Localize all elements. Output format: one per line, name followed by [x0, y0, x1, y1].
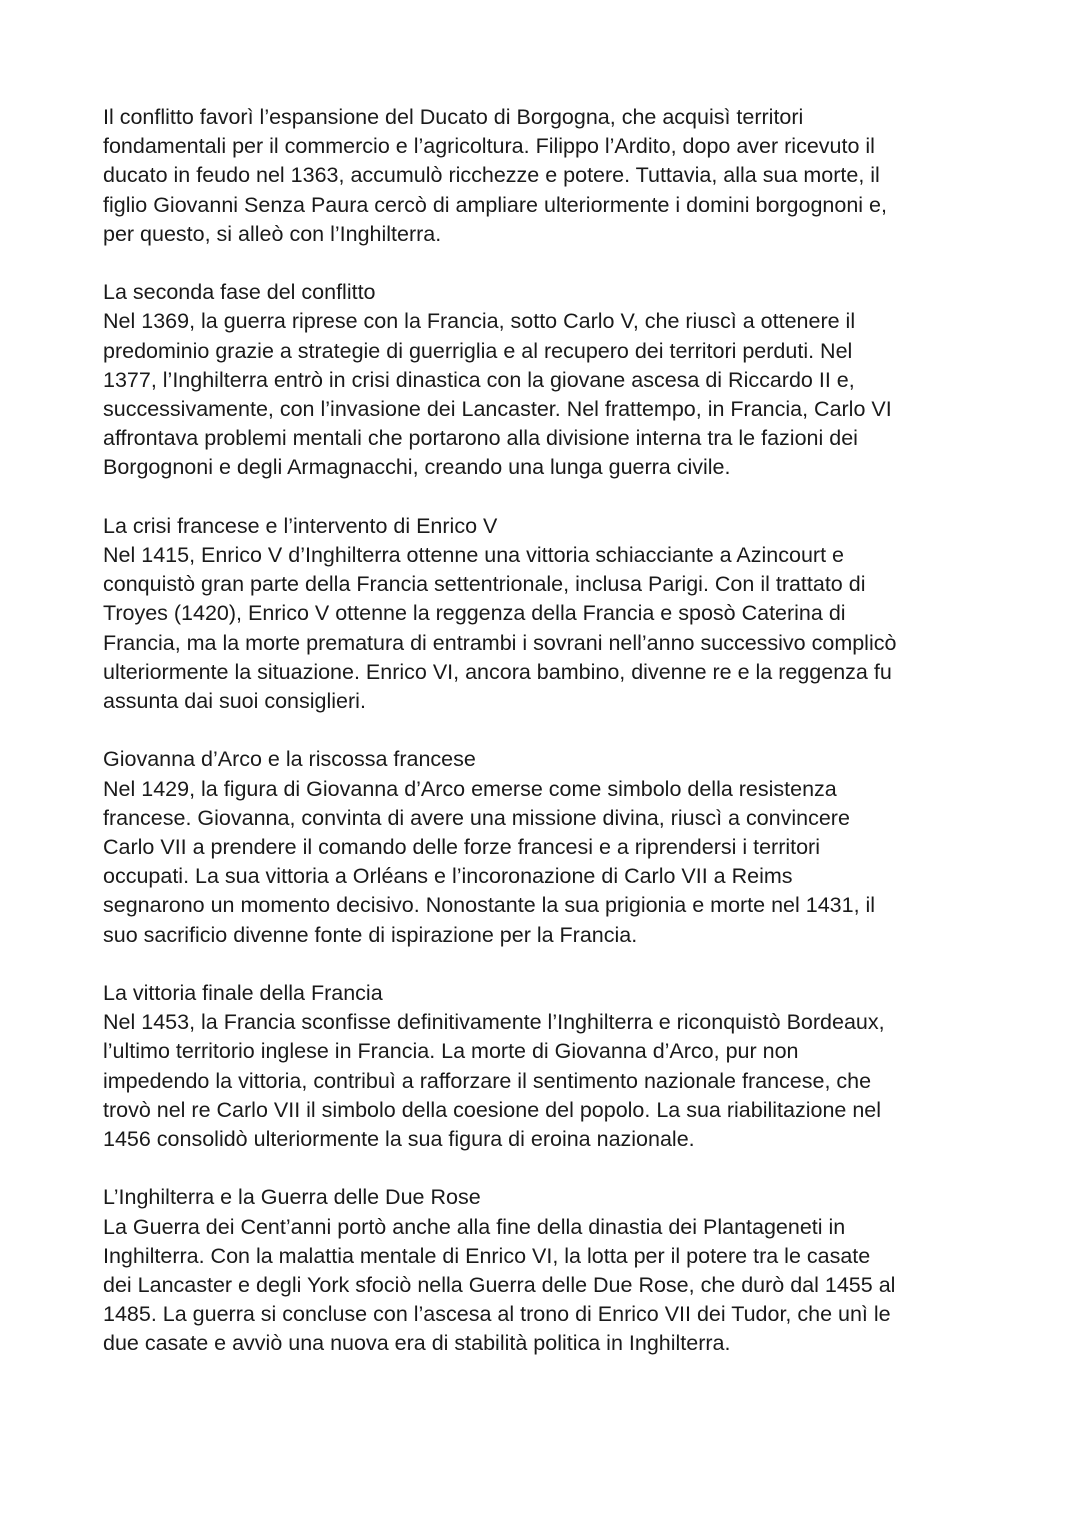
- section-giovanna-darco: [103, 745, 1003, 949]
- paragraph-line: ulteriormente la situazione. Enrico VI, ancora bambino, divenne re e la reggenza fu: [103, 659, 892, 684]
- paragraph-line: Borgognoni e degli Armagnacchi, creando una lunga guerra civile.: [103, 455, 731, 480]
- paragraph-line: assunta dai suoi consiglieri.: [103, 689, 366, 714]
- paragraph-line: La Guerra dei Cent’anni portò anche alla fine della dinastia dei Plantageneti in: [103, 1214, 846, 1239]
- section-vittoria-finale: [103, 979, 1003, 1154]
- section-crisi-francese: [103, 512, 1003, 716]
- paragraph-line: Nel 1453, la Francia sconfisse definitivamente l’Inghilterra e riconquistò Bordeaux,: [103, 1010, 885, 1035]
- paragraph-line: affrontava problemi mentali che portarono alla divisione interna tra le fazioni dei: [103, 426, 858, 451]
- paragraph-line: ducato in feudo nel 1363, accumulò ricchezze e potere. Tuttavia, alla sua morte, il: [103, 163, 880, 188]
- paragraph-line: predominio grazie a strategie di guerriglia e al recupero dei territori perduti. Nel: [103, 338, 853, 363]
- section-due-rose: [103, 1183, 1003, 1358]
- paragraph-line: Inghilterra. Con la malattia mentale di Enrico VI, la lotta per il potere tra le casate: [103, 1243, 871, 1268]
- section-heading: Giovanna d’Arco e la riscossa francese: [103, 747, 476, 772]
- section-heading: L’Inghilterra e la Guerra delle Due Rose: [103, 1185, 481, 1210]
- paragraph-line: dei Lancaster e degli York sfociò nella Guerra delle Due Rose, che durò dal 1455 al: [103, 1273, 896, 1298]
- section-intro: [103, 103, 1003, 249]
- paragraph-line: Troyes (1420), Enrico V ottenne la reggenza della Francia e sposò Caterina di: [103, 601, 846, 626]
- paragraph-line: Nel 1415, Enrico V d’Inghilterra ottenne una vittoria schiacciante a Azincourt e: [103, 543, 844, 568]
- paragraph-line: fondamentali per il commercio e l’agricoltura. Filippo l’Ardito, dopo aver ricevuto il: [103, 134, 875, 159]
- section-heading: La vittoria finale della Francia: [103, 981, 383, 1006]
- paragraph-line: conquistò gran parte della Francia settentrionale, inclusa Parigi. Con il trattato di: [103, 572, 866, 597]
- paragraph-line: occupati. La sua vittoria a Orléans e l’incoronazione di Carlo VII a Reims: [103, 864, 793, 889]
- paragraph-line: Nel 1369, la guerra riprese con la Francia, sotto Carlo V, che riuscì a ottenere il: [103, 309, 856, 334]
- paragraph-line: 1377, l’Inghilterra entrò in crisi dinastica con la giovane ascesa di Riccardo II e,: [103, 367, 855, 392]
- paragraph-line: Carlo VII a prendere il comando delle forze francesi e a riprendersi i territori: [103, 835, 820, 860]
- paragraph-line: 1456 consolidò ulteriormente la sua figura di eroina nazionale.: [103, 1127, 695, 1152]
- section-heading: La seconda fase del conflitto: [103, 280, 376, 305]
- paragraph-line: francese. Giovanna, convinta di avere una missione divina, riuscì a convincere: [103, 805, 850, 830]
- paragraph-line: figlio Giovanni Senza Paura cercò di ampliare ulteriormente i domini borgognoni e,: [103, 192, 887, 217]
- paragraph-line: per questo, si alleò con l’Inghilterra.: [103, 221, 442, 246]
- paragraph-line: due casate e avviò una nuova era di stabilità politica in Inghilterra.: [103, 1331, 731, 1356]
- paragraph-line: 1485. La guerra si concluse con l’ascesa al trono di Enrico VII dei Tudor, che unì le: [103, 1302, 891, 1327]
- paragraph-line: suo sacrificio divenne fonte di ispirazione per la Francia.: [103, 922, 638, 947]
- paragraph-line: impedendo la vittoria, contribuì a rafforzare il sentimento nazionale francese, che: [103, 1068, 872, 1093]
- paragraph-line: segnarono un momento decisivo. Nonostante la sua prigionia e morte nel 1431, il: [103, 893, 876, 918]
- document-body: [103, 103, 1003, 1388]
- paragraph-line: Il conflitto favorì l’espansione del Ducato di Borgogna, che acquisì territori: [103, 105, 804, 129]
- section-heading: La crisi francese e l’intervento di Enrico V: [103, 513, 498, 538]
- paragraph-line: l’ultimo territorio inglese in Francia. La morte di Giovanna d’Arco, pur non: [103, 1039, 799, 1064]
- section-seconda-fase: [103, 278, 1003, 482]
- paragraph-line: Francia, ma la morte prematura di entrambi i sovrani nell’anno successivo complicò: [103, 630, 897, 655]
- paragraph-line: successivamente, con l’invasione dei Lancaster. Nel frattempo, in Francia, Carlo VI: [103, 397, 892, 422]
- paragraph-line: Nel 1429, la figura di Giovanna d’Arco emerse come simbolo della resistenza: [103, 776, 837, 801]
- paragraph-line: trovò nel re Carlo VII il simbolo della coesione del popolo. La sua riabilitazione nel: [103, 1097, 882, 1122]
